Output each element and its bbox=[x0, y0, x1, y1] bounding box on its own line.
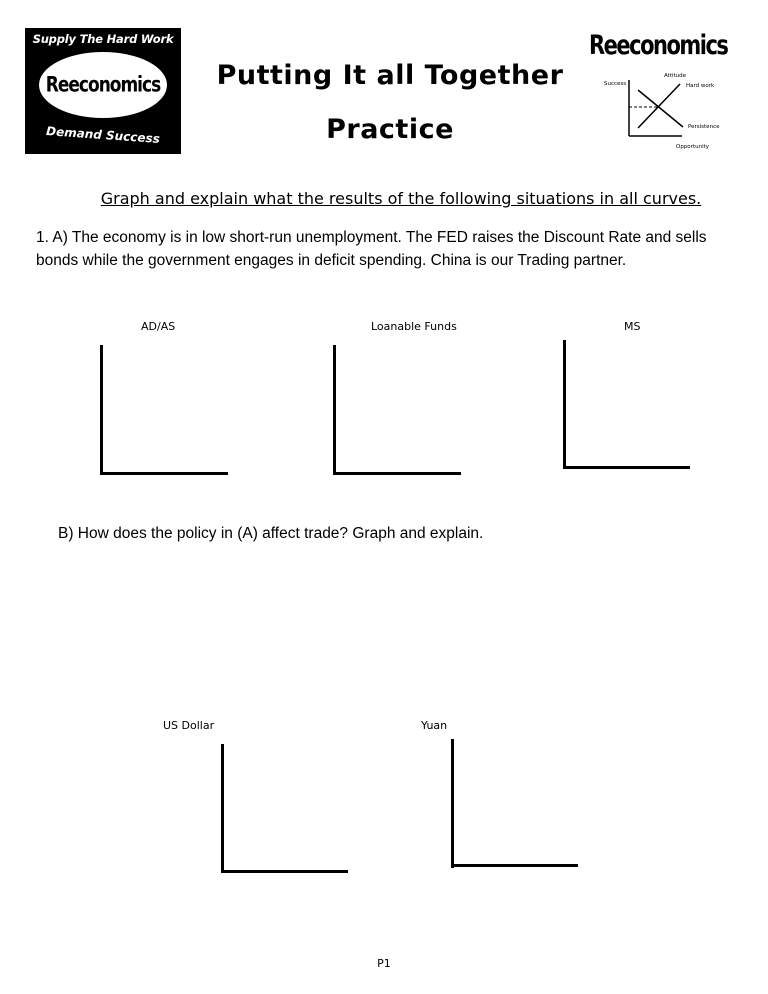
logo-bottom-text: Demand Success bbox=[45, 124, 161, 146]
page-number: P1 bbox=[377, 957, 391, 970]
question-b: B) How does the policy in (A) affect trade? Graph and explain. bbox=[58, 525, 484, 542]
loanable-funds-y-axis bbox=[333, 345, 336, 475]
logo-center-text: Reeconomics bbox=[45, 72, 161, 98]
page-title: Putting It all Together bbox=[216, 60, 564, 91]
loanable-funds-x-axis bbox=[333, 472, 461, 475]
reeconomics-logo-right: Reeconomics bbox=[589, 30, 728, 60]
reeconomics-logo-left bbox=[25, 28, 181, 154]
ms-y-axis bbox=[563, 340, 566, 469]
graph-label-loanable-funds: Loanable Funds bbox=[371, 320, 457, 333]
yuan-y-axis bbox=[451, 739, 454, 868]
page-subtitle: Practice bbox=[326, 114, 454, 145]
us-dollar-x-axis bbox=[221, 870, 348, 873]
instruction-heading: Graph and explain what the results of the following situations in all curves. bbox=[100, 189, 702, 208]
graph-label-ad-as: AD/AS bbox=[141, 320, 176, 333]
ad-as-x-axis bbox=[100, 472, 228, 475]
label-success: Success bbox=[604, 81, 627, 87]
ms-x-axis bbox=[563, 466, 690, 469]
ad-as-y-axis bbox=[100, 345, 103, 475]
logo-top-text: Supply The Hard Work bbox=[32, 32, 174, 46]
us-dollar-y-axis bbox=[221, 744, 224, 873]
graph-label-yuan: Yuan bbox=[421, 719, 448, 732]
label-persistence: Persistence bbox=[688, 124, 720, 130]
graph-label-ms: MS bbox=[624, 320, 641, 333]
label-attitude: Attitude bbox=[664, 73, 687, 79]
logo-oval bbox=[39, 52, 167, 118]
supply-demand-mini-graph bbox=[598, 72, 728, 154]
question-a: 1. A) The economy is in low short-run unemployment. The FED raises the Discount Rate and sells bonds while the government engages in deficit spending. China is our Trading partner. bbox=[36, 229, 707, 269]
label-opportunity: Opportunity bbox=[676, 144, 710, 150]
label-hard-work: Hard work bbox=[686, 83, 715, 89]
graph-label-us-dollar: US Dollar bbox=[163, 719, 215, 732]
yuan-x-axis bbox=[451, 864, 578, 867]
